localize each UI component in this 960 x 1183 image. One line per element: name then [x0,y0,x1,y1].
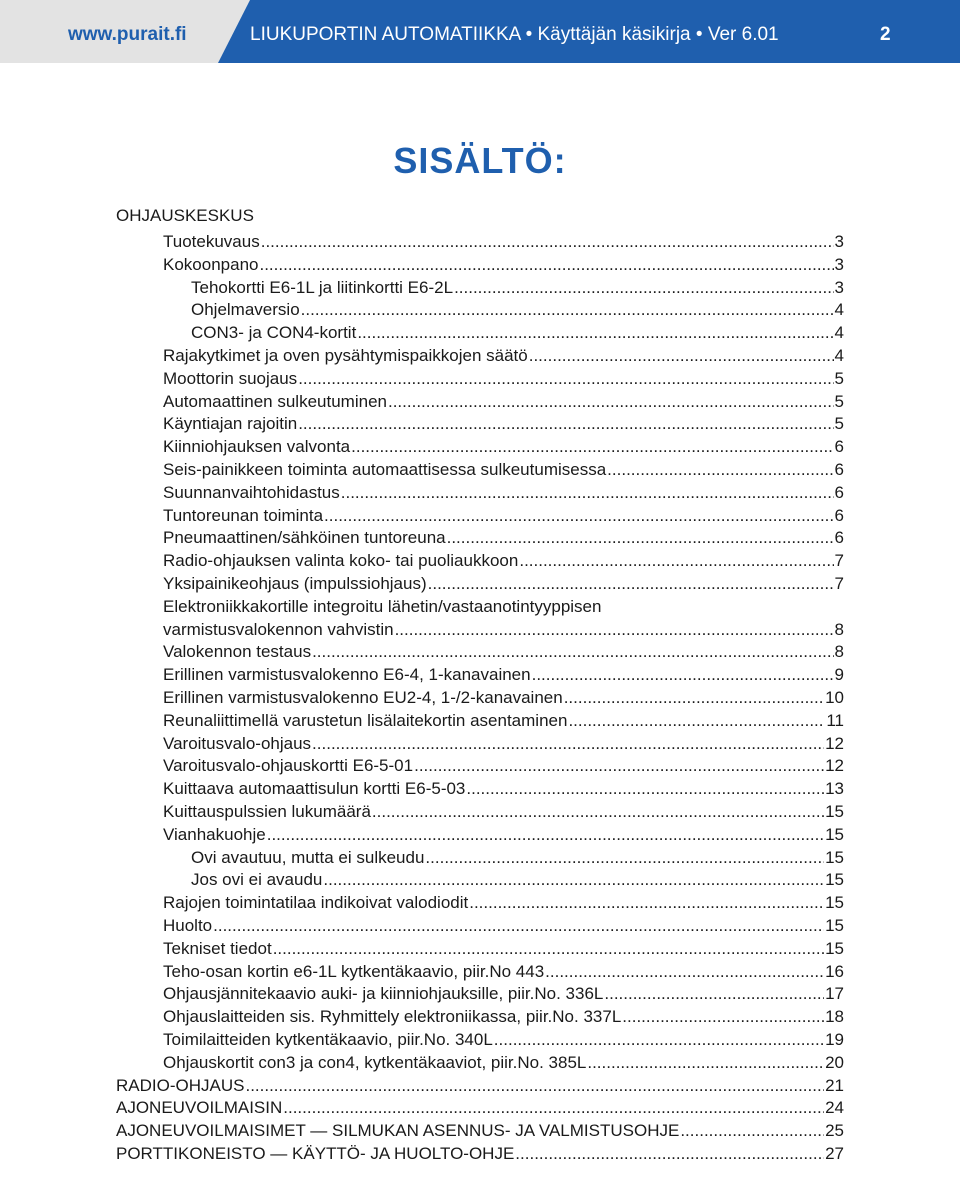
toc-entry-page: 9 [834,665,844,684]
toc-entry[interactable] [163,823,844,847]
toc-entry-page: 4 [834,300,844,319]
toc-leader-dots [357,321,833,345]
toc-entry[interactable] [163,891,844,915]
toc-leader-dots [604,982,824,1006]
toc-entry-page: 15 [825,870,844,889]
toc-leader-dots [466,777,824,801]
toc-entry-page: 17 [825,984,844,1003]
toc-leader-dots [414,754,824,778]
toc-entry-label: varmistusvalokennon vahvistin [163,620,394,639]
toc-entry-page: 3 [834,232,844,251]
toc-entry-page: 27 [825,1144,844,1163]
toc-entry-label: Rajojen toimintatilaa indikoivat valodiodit [163,893,469,912]
toc-entry-page: 6 [834,437,844,456]
toc-leader-dots [545,960,824,984]
toc-entry[interactable] [191,868,844,892]
toc-entry[interactable] [163,435,844,459]
toc-entry-page: 5 [834,369,844,388]
toc-entry[interactable] [163,960,844,984]
toc-entry-label: AJONEUVOILMAISIN [116,1098,283,1117]
toc-entry[interactable] [163,982,844,1006]
toc-entry[interactable] [163,1028,844,1052]
toc-leader-dots [267,823,824,847]
toc-entry[interactable] [163,618,844,642]
toc-entry-label: Käyntiajan rajoitin [163,414,298,433]
toc-heading: SISÄLTÖ: [393,140,567,181]
toc-entry[interactable] [191,846,844,870]
toc-entry[interactable] [163,1051,844,1075]
toc-entry-page: 15 [825,893,844,912]
toc-entry[interactable] [191,276,844,300]
toc-entry-label: Tekniset tiedot [163,939,272,958]
toc-entry-label: Teho-osan kortin e6-1L kytkentäkaavio, piir.No 443 [163,962,545,981]
toc-entry[interactable] [163,412,844,436]
toc-entry-page: 15 [825,916,844,935]
toc-leader-dots [587,1051,824,1075]
toc-entry[interactable] [163,526,844,550]
toc-entry-page: 19 [825,1030,844,1049]
toc-entry-label: Ohjauslaitteiden sis. Ryhmittely elektroniikassa, piir.No. 337L [163,1007,622,1026]
toc-leader-dots [607,458,833,482]
toc-entry-label: Rajakytkimet ja oven pysähtymispaikkojen säätö [163,346,528,365]
toc-entry-page: 21 [825,1076,844,1095]
toc-leader-dots [351,435,833,459]
toc-entry-label: Kokoonpano [163,255,259,274]
toc-section-heading: OHJAUSKESKUS [116,206,254,225]
toc-entry[interactable] [191,321,844,345]
toc-entry-page: 7 [834,574,844,593]
toc-leader-dots [529,344,834,368]
toc-entry[interactable] [163,754,844,778]
toc-entry[interactable] [163,640,844,664]
toc-entry-page: 16 [825,962,844,981]
document-title: LIUKUPORTIN AUTOMATIIKKA • Käyttäjän käsikirja • Ver 6.01 [250,24,779,45]
toc-entry-label: Reunaliittimellä varustetun lisälaitekortin asentaminen [163,711,568,730]
toc-leader-dots [447,526,834,550]
toc-leader-dots [515,1142,824,1166]
toc-entry-page: 12 [825,734,844,753]
toc-entry-label: Pneumaattinen/sähköinen tuntoreuna [163,528,446,547]
toc-entry [163,595,601,619]
toc-entry-page: 15 [825,939,844,958]
toc-leader-dots [680,1119,824,1143]
toc-leader-dots [301,298,834,322]
toc-entry-label: Huolto [163,916,213,935]
toc-entry[interactable] [163,458,844,482]
toc-entry-page: 5 [834,414,844,433]
toc-entry-label: Radio-ohjauksen valinta koko- tai puoliaukkoon [163,551,519,570]
toc-entry[interactable] [163,937,844,961]
toc-leader-dots [283,1096,824,1120]
toc-leader-dots [532,663,834,687]
toc-entry-label: Ohjelmaversio [191,300,300,319]
toc-entry-page: 15 [825,825,844,844]
toc-entry[interactable] [163,230,844,254]
toc-entry-label: Jos ovi ei avaudu [191,870,323,889]
toc-entry-label: Ohjauskortit con3 ja con4, kytkentäkaaviot, piir.No. 385L [163,1053,587,1072]
toc-entry[interactable] [116,1096,844,1120]
toc-leader-dots [388,390,834,414]
toc-entry-label: Ohjausjännitekaavio auki- ja kiinniohjauksille, piir.No. 336L [163,984,604,1003]
toc-entry[interactable] [191,298,844,322]
toc-entry-label: Elektroniikkakortille integroitu lähetin/vastaanotintyyppisen [163,597,602,616]
toc-entry-label: Yksipainikeohjaus (impulssiohjaus) [163,574,427,593]
toc-leader-dots [454,276,833,300]
toc-entry-page: 5 [834,392,844,411]
toc-entry-label: Vianhakuohje [163,825,266,844]
toc-entry[interactable] [163,800,844,824]
toc-entry-label: Automaattinen sulkeutuminen [163,392,387,411]
toc-leader-dots [298,412,833,436]
toc-entry-label: Kuittauspulssien lukumäärä [163,802,371,821]
toc-leader-dots [494,1028,824,1052]
toc-leader-dots [298,367,833,391]
page-number: 2 [880,24,891,45]
toc-entry-label: Ovi avautuu, mutta ei sulkeudu [191,848,425,867]
page-header [0,0,960,63]
toc-entry-label: RADIO-OHJAUS [116,1076,245,1095]
toc-entry-page: 4 [834,346,844,365]
toc-entry-label: Toimilaitteiden kytkentäkaavio, piir.No. 340L [163,1030,493,1049]
toc-entry[interactable] [163,914,844,938]
toc-entry-page: 18 [825,1007,844,1026]
toc-entry-page: 4 [834,323,844,342]
toc-entry-page: 6 [834,460,844,479]
toc-entry-page: 8 [834,642,844,661]
toc-entry-page: 20 [825,1053,844,1072]
toc-entry-page: 11 [826,711,844,730]
toc-entry-label: Varoitusvalo-ohjaus [163,734,312,753]
toc-leader-dots [323,868,824,892]
toc-leader-dots [312,732,824,756]
toc-entry-page: 15 [825,802,844,821]
toc-leader-dots [259,253,833,277]
toc-entry-label: AJONEUVOILMAISIMET — SILMUKAN ASENNUS- JA VALMISTUSOHJE [116,1121,680,1140]
toc-entry[interactable] [163,367,844,391]
toc-entry-label: Seis-painikkeen toiminta automaattisessa sulkeutumisessa [163,460,607,479]
toc-entry[interactable] [163,344,844,368]
toc-entry[interactable] [163,686,844,710]
site-link[interactable]: www.purait.fi [68,24,187,45]
toc-entry-label: PORTTIKONEISTO — KÄYTTÖ- JA HUOLTO-OHJE [116,1144,515,1163]
toc-entry[interactable] [163,390,844,414]
toc-entry[interactable] [163,732,844,756]
toc-leader-dots [245,1074,824,1098]
toc-entry-label: Suunnanvaihtohidastus [163,483,340,502]
toc-leader-dots [341,481,834,505]
toc-entry-label: Tuotekuvaus [163,232,260,251]
toc-entry-label: Varoitusvalo-ohjauskortti E6-5-01 [163,756,414,775]
toc-entry[interactable] [163,253,844,277]
toc-entry[interactable] [116,1142,844,1166]
toc-leader-dots [395,618,834,642]
toc-entry[interactable] [116,1074,844,1098]
toc-leader-dots [519,549,833,573]
toc-entry[interactable] [116,1119,844,1143]
toc-leader-dots [273,937,824,961]
toc-entry-label: Moottorin suojaus [163,369,298,388]
toc-entry[interactable] [163,1005,844,1029]
toc-entry-page: 3 [834,278,844,297]
toc-entry[interactable] [163,504,844,528]
toc-leader-dots [425,846,824,870]
toc-entry[interactable] [163,572,844,596]
toc-entry-page: 12 [825,756,844,775]
toc-entry-label: Kuittaava automaattisulun kortti E6-5-03 [163,779,466,798]
toc-leader-dots [213,914,824,938]
toc-entry-page: 6 [834,506,844,525]
toc-entry-page: 6 [834,528,844,547]
toc-leader-dots [568,709,825,733]
toc-entry-page: 15 [825,848,844,867]
toc-entry-label: Kiinniohjauksen valvonta [163,437,351,456]
toc-entry-label: CON3- ja CON4-kortit [191,323,357,342]
toc-leader-dots [428,572,834,596]
toc-entry-page: 13 [825,779,844,798]
toc-entry-label: Tuntoreunan toiminta [163,506,324,525]
toc-entry[interactable] [163,481,844,505]
toc-entry-page: 6 [834,483,844,502]
toc-entry[interactable] [163,663,844,687]
toc-entry-label: Valokennon testaus [163,642,312,661]
toc-leader-dots [372,800,824,824]
toc-leader-dots [261,230,834,254]
toc-entry-page: 10 [825,688,844,707]
toc-entry-page: 25 [825,1121,844,1140]
toc-leader-dots [564,686,824,710]
toc-leader-dots [469,891,824,915]
toc-entry-page: 24 [825,1098,844,1117]
toc-entry[interactable] [163,777,844,801]
toc-entry[interactable] [163,709,844,733]
toc-leader-dots [324,504,834,528]
toc-entry-label: Erillinen varmistusvalokenno EU2-4, 1-/2-kanavainen [163,688,563,707]
toc-entry-page: 7 [834,551,844,570]
toc-entry-label: Erillinen varmistusvalokenno E6-4, 1-kanavainen [163,665,531,684]
toc-entry-label: Tehokortti E6-1L ja liitinkortti E6-2L [191,278,454,297]
toc-entry-page: 3 [834,255,844,274]
toc-entry-page: 8 [834,620,844,639]
toc-entry[interactable] [163,549,844,573]
toc-leader-dots [622,1005,824,1029]
toc-leader-dots [312,640,833,664]
